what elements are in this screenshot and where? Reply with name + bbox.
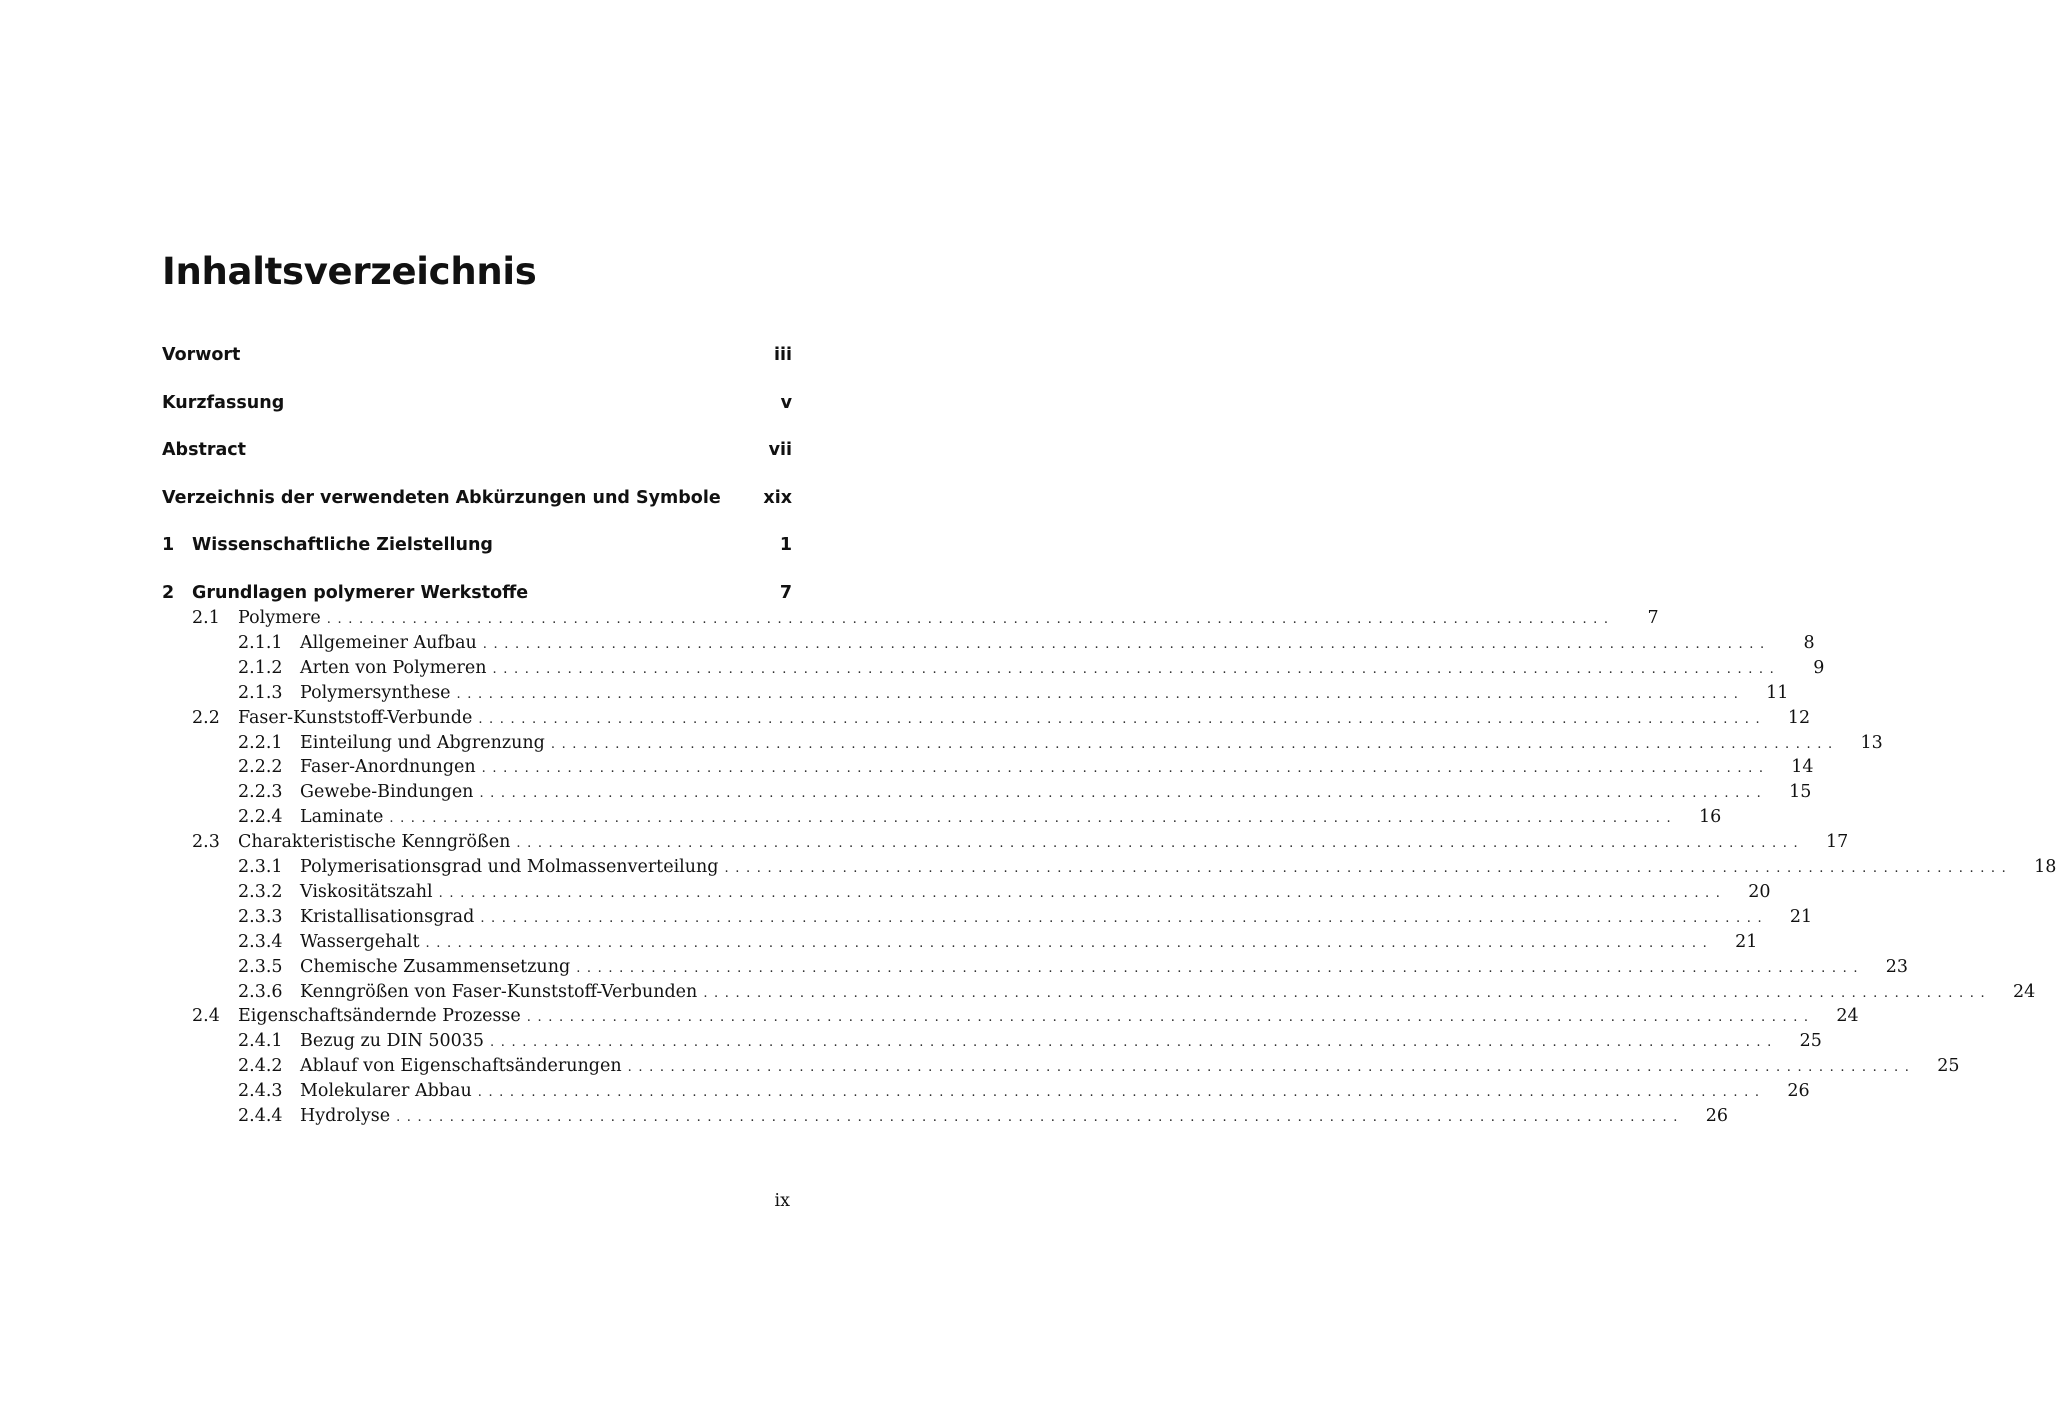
toc-entry-title: Kristallisationsgrad <box>300 906 475 927</box>
toc-dot-leader: ........................................................................................................................ <box>425 935 1714 951</box>
toc-dot-leader: ........................................................................................................................ <box>482 636 1771 652</box>
toc-entry-page: 7 <box>779 583 792 603</box>
toc-entry-title: Verzeichnis der verwendeten Abkürzungen und Symbole <box>162 488 721 508</box>
toc-entry-page: 14 <box>1791 757 1814 778</box>
toc-subsection-entry[interactable] <box>162 731 1883 755</box>
toc-section-entry[interactable] <box>162 706 1811 730</box>
toc-subsection-entry[interactable] <box>162 905 1813 929</box>
toc-entry-title: Polymere <box>238 608 321 628</box>
toc-dot-leader: ........................................................................................................................ <box>326 612 1615 627</box>
toc-subsection-entry[interactable] <box>162 780 1812 804</box>
toc-entry-title: Faser-Anordnungen <box>300 757 476 778</box>
toc-subsection-entry[interactable] <box>162 755 1814 779</box>
toc-entry-number: 2.1.2 <box>238 657 283 678</box>
toc-entry-number: 2.3.2 <box>238 881 283 902</box>
toc-entry-page: 8 <box>1803 632 1815 653</box>
toc-entry-number: 2.4.4 <box>238 1106 283 1126</box>
toc-frontmatter-entry[interactable] <box>162 391 792 415</box>
toc-subsection-entry[interactable] <box>162 681 1789 705</box>
toc-entry-page: 25 <box>1937 1056 1960 1077</box>
toc-entry-number: 2.3.4 <box>238 931 283 952</box>
toc-entry-title: Chemische Zusammensetzung <box>300 956 571 977</box>
page-title: Inhaltsverzeichnis <box>162 250 537 293</box>
toc-entry-page: 15 <box>1789 782 1812 803</box>
toc-section-entry[interactable] <box>162 606 1659 630</box>
toc-entry-number: 2.3.6 <box>238 981 283 1002</box>
toc-dot-leader: ........................................................................................................................ <box>479 786 1768 802</box>
toc-entry-title: Einteilung und Abgrenzung <box>300 732 545 753</box>
toc-entry-page: 23 <box>1885 956 1909 977</box>
toc-dot-leader: ........................................................................................................................ <box>490 1035 1778 1051</box>
toc-chapter-entry[interactable] <box>162 533 792 557</box>
toc-entry-number: 2.3.3 <box>238 906 283 927</box>
toc-chapter-entry[interactable] <box>162 581 792 605</box>
toc-entry-number: 2.4 <box>192 1006 220 1027</box>
toc-entry-title: Allgemeiner Aufbau <box>300 632 477 653</box>
toc-subsection-entry[interactable] <box>162 1054 1960 1078</box>
toc-dot-leader: ........................................................................................................................ <box>481 761 1770 777</box>
toc-entry-page: xix <box>763 488 792 508</box>
toc-dot-leader: ........................................................................................................................ <box>724 861 2013 876</box>
toc-section-entry[interactable] <box>162 830 1849 854</box>
toc-entry-number: 2.3 <box>192 832 220 853</box>
toc-subsection-entry[interactable] <box>162 930 1758 954</box>
toc-dot-leader: ........................................................................................................................ <box>576 960 1865 976</box>
toc-entry-page: 1 <box>779 535 792 555</box>
toc-subsection-entry[interactable] <box>162 1079 1810 1103</box>
toc-entry-number: 2.2.2 <box>238 757 283 778</box>
toc-entry-title: Viskositätszahl <box>300 881 433 902</box>
toc-entry-page: 21 <box>1735 931 1758 952</box>
toc-entry-page: vii <box>768 440 792 460</box>
toc-entry-number: 2.2.4 <box>238 807 283 828</box>
toc-entry-page: iii <box>774 345 792 365</box>
toc-entry-number: 2.1 <box>192 608 220 628</box>
toc-entry-page: 26 <box>1787 1081 1810 1102</box>
toc-entry-page: 20 <box>1748 881 1771 902</box>
toc-entry-title: Laminate <box>300 807 384 828</box>
toc-entry-page: 21 <box>1789 906 1813 927</box>
toc-entry-page: 9 <box>1813 657 1825 678</box>
toc-entry-page: 16 <box>1698 807 1722 828</box>
toc-entry-title: Arten von Polymeren <box>300 657 487 678</box>
toc-frontmatter-entry[interactable] <box>162 486 792 510</box>
toc-entry-title: Polymersynthese <box>300 682 451 703</box>
toc-entry-number: 2.1.3 <box>238 682 283 703</box>
toc-entry-page: 25 <box>1799 1031 1822 1052</box>
toc-dot-leader: ........................................................................................................................ <box>516 836 1805 852</box>
toc-entry-title: Vorwort <box>162 345 241 365</box>
toc-entry-title: Bezug zu DIN 50035 <box>300 1031 485 1052</box>
toc-subsection-entry[interactable] <box>162 880 1771 904</box>
toc-entry-page: 17 <box>1825 832 1849 853</box>
toc-subsection-entry[interactable] <box>162 855 2056 879</box>
toc-entry-number: 2.4.2 <box>238 1056 283 1077</box>
toc-subsection-entry[interactable] <box>162 805 1722 829</box>
toc-subsection-entry[interactable] <box>162 955 1909 979</box>
toc-entry-number: 2.1.1 <box>238 632 283 653</box>
toc-entry-title: Kenngrößen von Faser-Kunststoff-Verbunden <box>300 981 698 1002</box>
toc-entry-number: 2.4.3 <box>238 1081 283 1102</box>
toc-entry-page: 24 <box>1836 1006 1859 1027</box>
toc-dot-leader: ........................................................................................................................ <box>396 1110 1684 1125</box>
toc-entry-title: Wissenschaftliche Zielstellung <box>192 535 493 555</box>
toc-subsection-entry[interactable] <box>162 1104 1728 1128</box>
toc-entry-number: 2.2.3 <box>238 782 283 803</box>
toc-entry-number: 1 <box>162 535 175 555</box>
toc-entry-title: Ablauf von Eigenschaftsänderungen <box>300 1056 622 1077</box>
toc-frontmatter-entry[interactable] <box>162 438 792 462</box>
toc-entry-title: Faser-Kunststoff-Verbunde <box>238 707 473 728</box>
toc-dot-leader: ........................................................................................................................ <box>526 1010 1815 1026</box>
toc-dot-leader: ........................................................................................................................ <box>627 1060 1916 1076</box>
toc-entry-page: 18 <box>2034 857 2056 877</box>
toc-entry-title: Gewebe-Bindungen <box>300 782 474 803</box>
toc-entry-title: Wassergehalt <box>300 931 420 952</box>
toc-entry-page: 12 <box>1787 707 1811 728</box>
toc-dot-leader: ........................................................................................................................ <box>456 686 1745 702</box>
toc-entry-page: 11 <box>1766 682 1789 703</box>
toc-entry-number: 2 <box>162 583 175 603</box>
toc-dot-leader: ........................................................................................................................ <box>478 711 1767 727</box>
toc-entry-title: Molekularer Abbau <box>300 1081 472 1102</box>
toc-dot-leader: ........................................................................................................................ <box>477 1085 1766 1101</box>
toc-entry-title: Grundlagen polymerer Werkstoffe <box>192 583 529 603</box>
toc-entry-page: v <box>780 393 792 413</box>
toc-subsection-entry[interactable] <box>162 656 1825 680</box>
toc-entry-page: 13 <box>1860 732 1883 753</box>
page-number: ix <box>774 1191 790 1211</box>
toc-entry-page: 24 <box>2012 981 2036 1002</box>
toc-dot-leader: ........................................................................................................................ <box>550 736 1839 752</box>
toc-dot-leader: ........................................................................................................................ <box>492 661 1781 677</box>
toc-entry-page: 7 <box>1647 608 1659 628</box>
toc-dot-leader: ........................................................................................................................ <box>438 885 1727 901</box>
toc-entry-page: 26 <box>1705 1106 1728 1126</box>
toc-entry-title: Kurzfassung <box>162 393 285 413</box>
toc-entry-title: Eigenschaftsändernde Prozesse <box>238 1006 521 1027</box>
table-of-contents <box>162 0 2056 1414</box>
toc-entry-number: 2.3.1 <box>238 857 283 877</box>
toc-entry-number: 2.2 <box>192 707 220 728</box>
toc-entry-title: Polymerisationsgrad und Molmassenverteilung <box>300 857 719 877</box>
toc-entry-title: Charakteristische Kenngrößen <box>238 832 511 853</box>
toc-dot-leader: ........................................................................................................................ <box>480 910 1769 926</box>
toc-subsection-entry[interactable] <box>162 1029 1822 1053</box>
toc-section-entry[interactable] <box>162 1004 1859 1028</box>
toc-subsection-entry[interactable] <box>162 631 1815 655</box>
toc-entry-title: Abstract <box>162 440 247 460</box>
toc-dot-leader: ........................................................................................................................ <box>703 985 1992 1001</box>
toc-entry-number: 2.3.5 <box>238 956 283 977</box>
toc-dot-leader: ........................................................................................................................ <box>389 811 1678 827</box>
toc-entry-number: 2.2.1 <box>238 732 283 753</box>
toc-frontmatter-entry[interactable] <box>162 343 792 367</box>
toc-entry-number: 2.4.1 <box>238 1031 283 1052</box>
toc-subsection-entry[interactable] <box>162 980 2036 1004</box>
toc-entry-title: Hydrolyse <box>300 1106 391 1126</box>
